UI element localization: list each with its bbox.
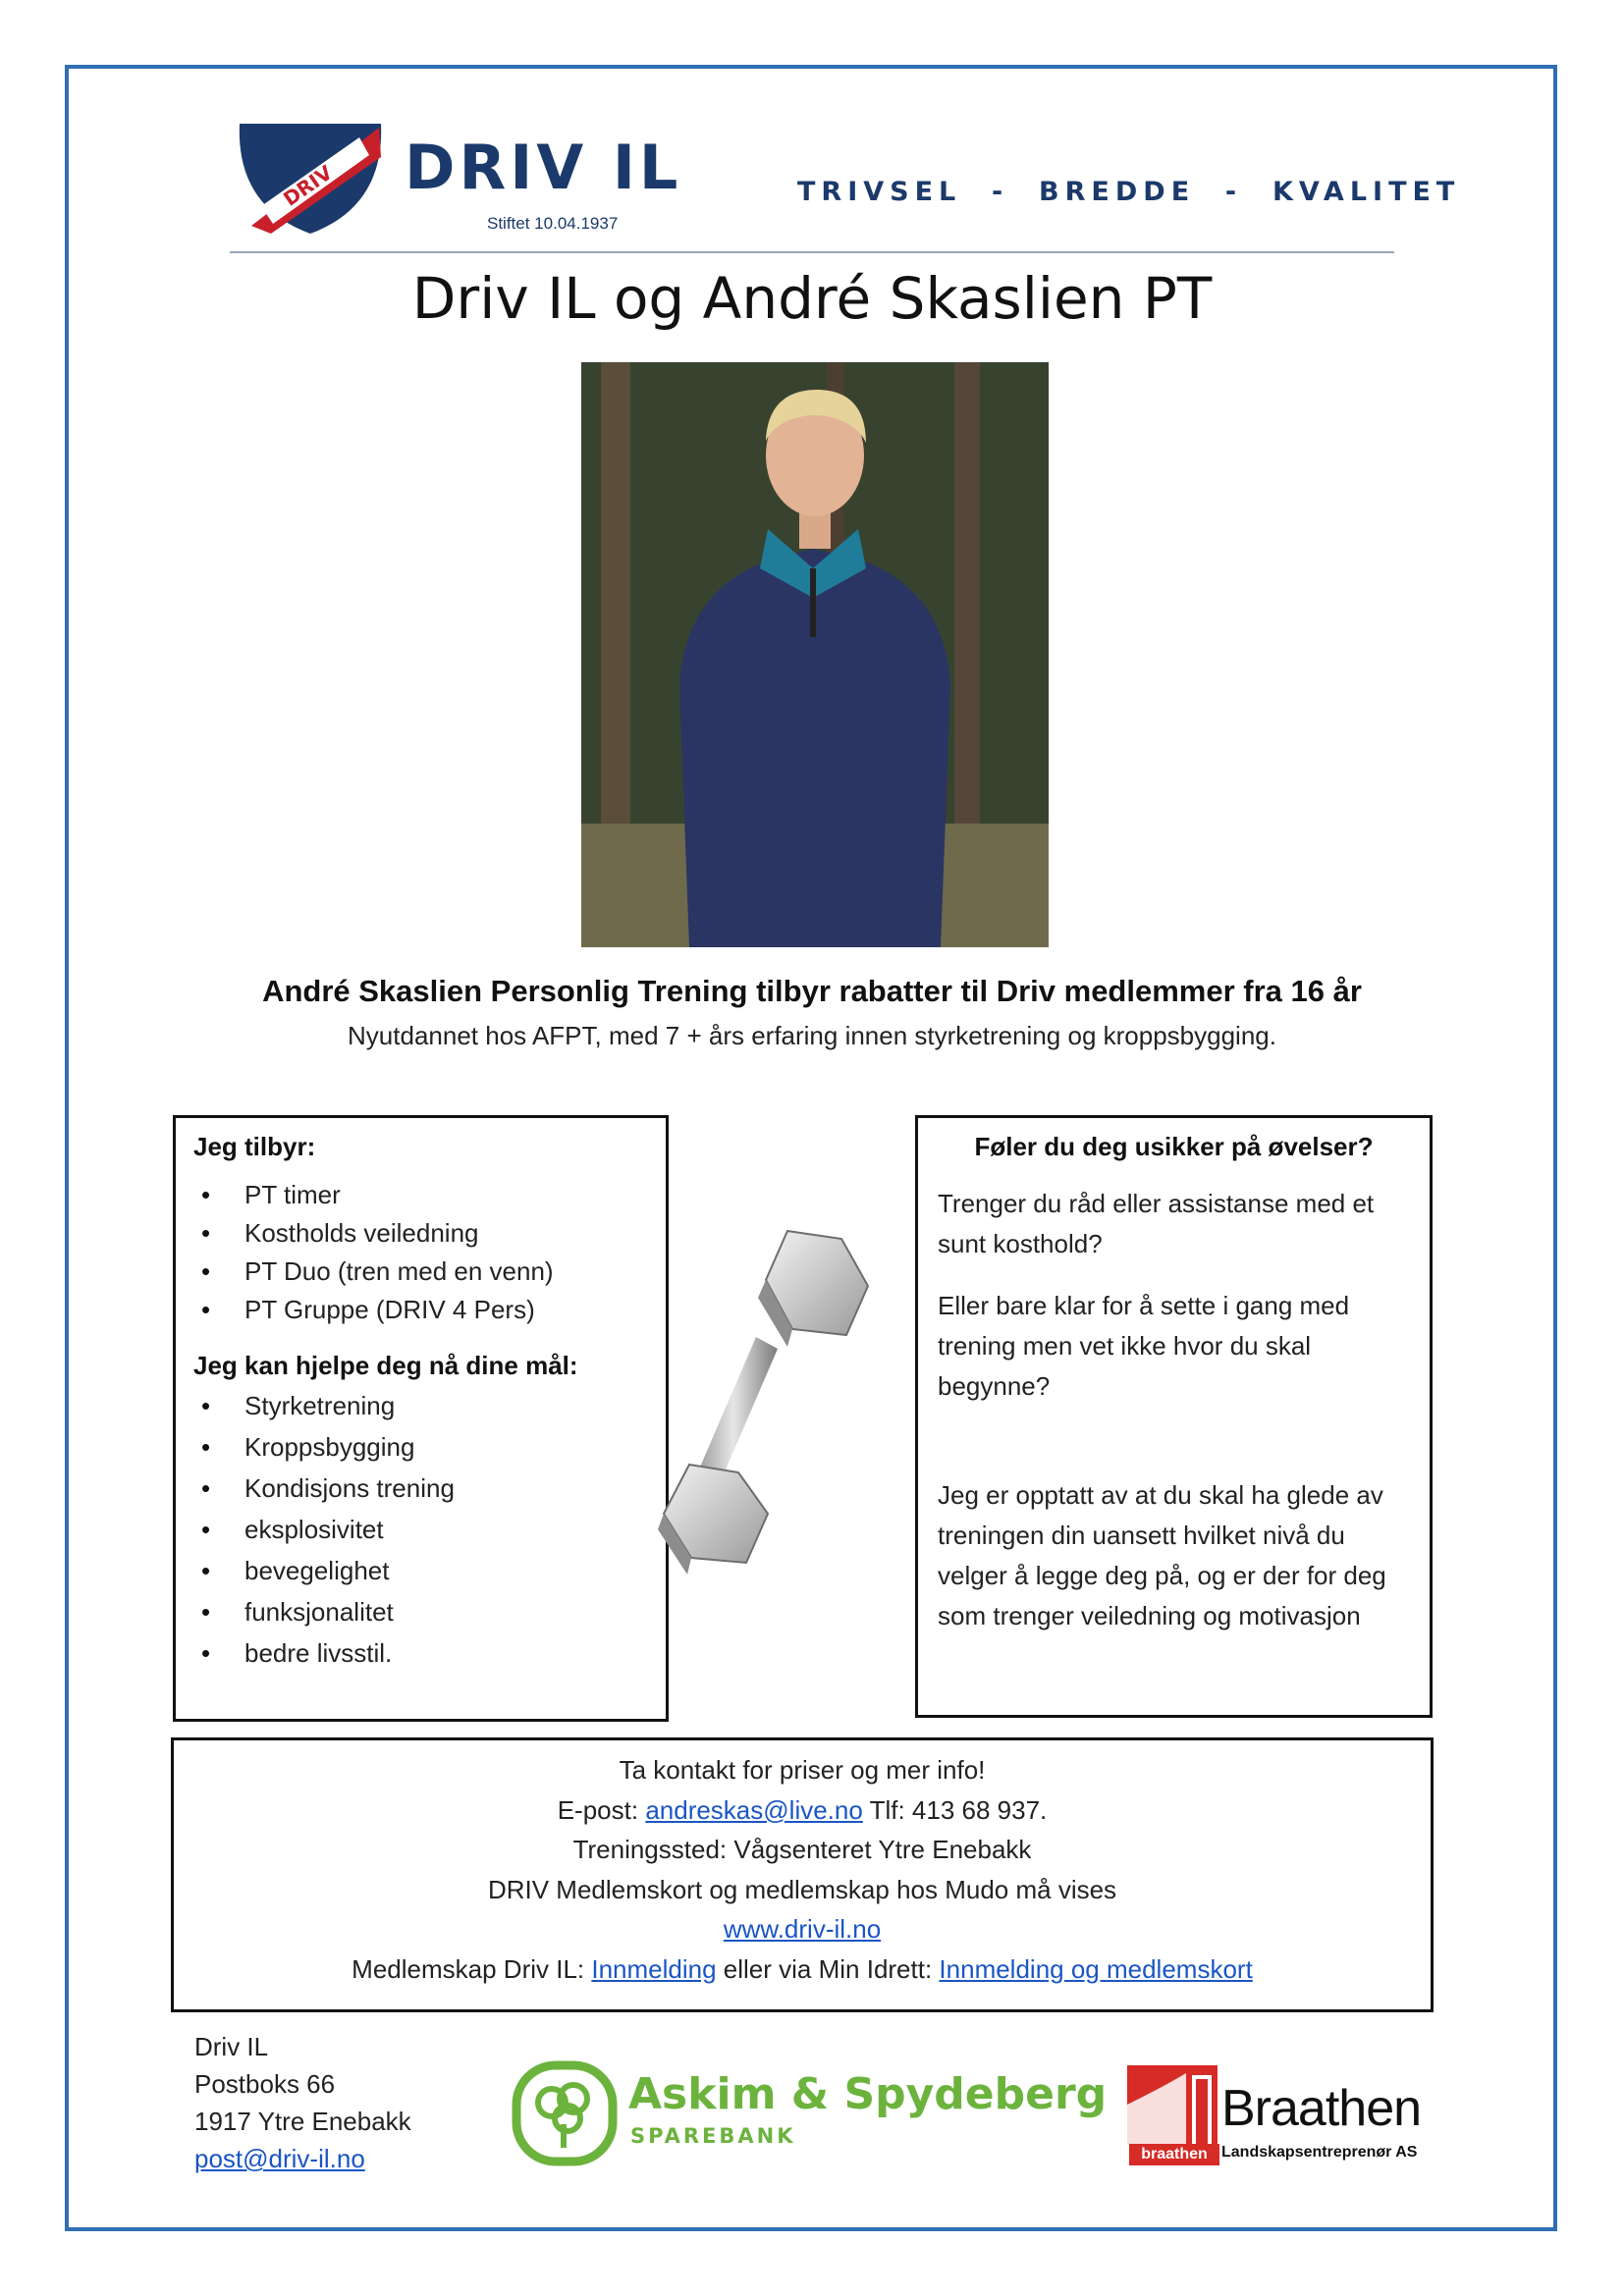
bank-tree-icon <box>511 2059 619 2167</box>
list-item: • Kostholds veiledning <box>193 1214 648 1253</box>
founded-date: Stiftet 10.04.1937 <box>487 214 619 233</box>
question-box <box>915 1115 1433 1718</box>
list-item: • bedre livsstil. <box>193 1632 648 1674</box>
membership-line <box>184 1949 1421 1990</box>
list-item: • Kroppsbygging <box>193 1426 648 1468</box>
contact-intro: Ta kontakt for priser og mer info! <box>619 1755 986 1785</box>
dumbbell-icon <box>640 1219 886 1592</box>
braathen-subtitle: Landskapsentreprenør AS <box>1221 2144 1418 2161</box>
city: 1917 Ytre Enebakk <box>194 2107 411 2136</box>
question-paragraph: Trenger du råd eller assistanse med et sunt kosthold? <box>938 1189 1375 1258</box>
membership-mid: eller via Min Idrett: <box>716 1953 940 1984</box>
driv-shield-logo <box>232 118 389 238</box>
website-line <box>184 1909 1421 1949</box>
bank-name: Askim & Spydeberg <box>628 2069 1108 2119</box>
website-link[interactable]: www.driv-il.no <box>723 1914 882 1944</box>
offer-list <box>193 1176 648 1329</box>
question-paragraph: Eller bare klar for å sette i gang med trening men vet ikke hvor du skal begynne? <box>938 1291 1350 1401</box>
membership-card-link[interactable]: Innmelding og medlemskort <box>939 1953 1253 1984</box>
phone-text: Tlf: 413 68 937. <box>862 1794 1048 1825</box>
list-item: • Kondisjons trening <box>193 1468 648 1509</box>
goals-list <box>193 1385 648 1674</box>
goals-heading: Jeg kan hjelpe deg nå dine mål: <box>193 1351 578 1380</box>
membership-label: Medlemskap Driv IL: <box>352 1953 592 1984</box>
footer-address <box>194 2028 411 2177</box>
question-paragraph: Jeg er opptatt av at du skal ha glede av treningen din uansett hvilket nivå du velger å legge deg på, og er der for deg som trenger veiledning og motivasjon <box>938 1480 1386 1630</box>
offer-heading: Jeg tilbyr: <box>193 1132 316 1161</box>
list-item: • PT Gruppe (DRIV 4 Pers) <box>193 1291 648 1329</box>
contact-box <box>171 1737 1434 2012</box>
org-name: Driv IL <box>194 2032 269 2061</box>
question-heading: Føler du deg usikker på øvelser? <box>974 1132 1374 1161</box>
page-title: Driv IL og André Skaslien PT <box>411 265 1213 332</box>
list-item: • Styrketrening <box>193 1385 648 1426</box>
trainer-photo <box>581 362 1049 947</box>
braathen-name: Braathen <box>1221 2080 1422 2137</box>
register-link[interactable]: Innmelding <box>591 1953 717 1984</box>
list-item: • PT Duo (tren med en venn) <box>193 1253 648 1291</box>
offer-box <box>173 1115 669 1722</box>
list-item: • funksjonalitet <box>193 1591 648 1632</box>
training-location: Treningssted: Vågsenteret Ytre Enebakk <box>572 1835 1032 1864</box>
membership-requirement: DRIV Medlemskort og medlemskap hos Mudo må vises <box>487 1874 1117 1904</box>
postbox: Postboks 66 <box>194 2069 336 2099</box>
email-label: E-post: <box>557 1794 646 1825</box>
list-item: • bevegelighet <box>193 1550 648 1591</box>
footer-email-link[interactable]: post@driv-il.no <box>194 2144 365 2173</box>
logo-text: DRIV <box>279 160 337 211</box>
header-divider <box>230 251 1394 253</box>
braathen-tag: braathen <box>1129 2144 1219 2165</box>
list-item: • PT timer <box>193 1176 648 1214</box>
brand-name: DRIV IL <box>405 132 682 203</box>
list-item: • eksplosivitet <box>193 1509 648 1550</box>
email-link[interactable]: andreskas@live.no <box>645 1794 863 1825</box>
subheadline: Nyutdannet hos AFPT, med 7 + års erfaring innen styrketrening og kroppsbygging. <box>348 1021 1276 1050</box>
bank-subtitle: SPAREBANK <box>630 2124 796 2148</box>
headline: André Skaslien Personlig Trening tilbyr rabatter til Driv medlemmer fra 16 år <box>262 974 1362 1008</box>
contact-email-line <box>184 1790 1421 1831</box>
slogan: TRIVSEL - BREDDE - KVALITET <box>797 177 1461 207</box>
